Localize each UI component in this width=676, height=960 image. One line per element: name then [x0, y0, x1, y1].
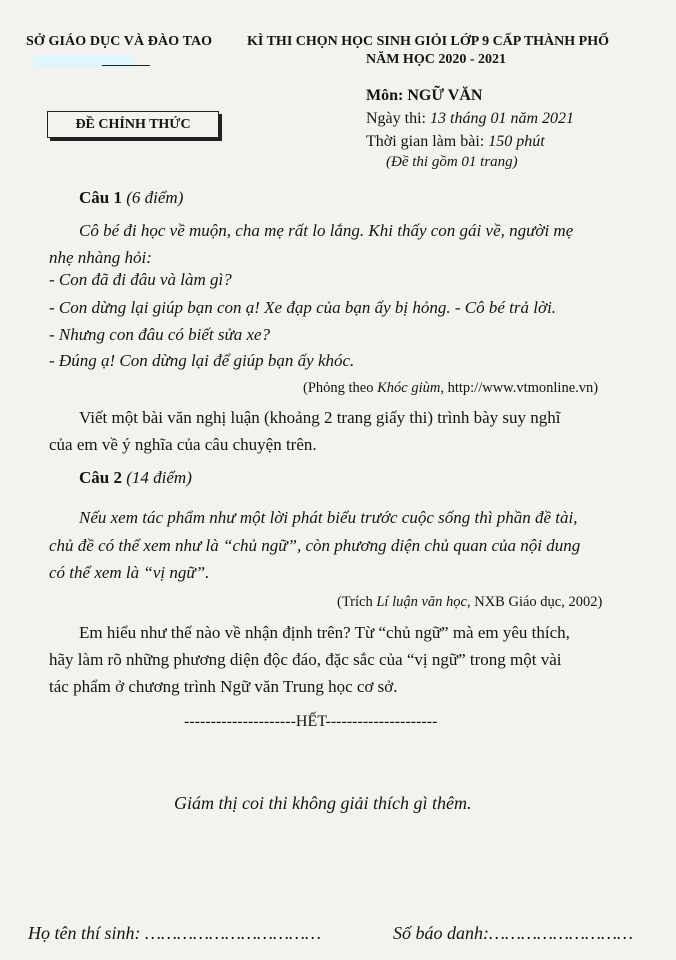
candidate-number-field: Số báo danh:………………………	[393, 923, 634, 943]
question2-points: (14 điểm)	[126, 468, 192, 487]
question1-heading	[79, 188, 183, 208]
proctor-note: Giám thị coi thi không giải thích gì thêm.	[174, 793, 472, 813]
dialogue-line: - Con đã đi đâu và làm gì?	[49, 270, 232, 289]
dialogue-line: - Đúng ạ! Con dừng lại để giúp bạn ấy khóc.	[49, 351, 355, 370]
question2-source	[337, 594, 602, 611]
question1-points: (6 điểm)	[126, 188, 184, 207]
question1-title: Câu 1	[79, 188, 122, 207]
exam-title: KÌ THI CHỌN HỌC SINH GIỎI LỚP 9 CẤP THÀNH PHỐ	[247, 34, 609, 49]
source-prefix: (Trích	[337, 594, 377, 610]
department-name: SỞ GIÁO DỤC VÀ ĐÀO TAO	[26, 34, 213, 49]
redacted-region	[33, 55, 135, 68]
exam-duration-value: 150 phút	[488, 133, 545, 150]
exam-date-label: Ngày thi:	[366, 110, 430, 127]
dialogue-line: - Nhưng con đâu có biết sửa xe?	[49, 325, 271, 344]
exam-date-value: 13 tháng 01 năm 2021	[430, 110, 574, 127]
story-line: nhẹ nhàng hỏi:	[49, 248, 152, 267]
page-count-note: (Đề thi gồm 01 trang)	[386, 154, 518, 170]
quote-line: có thể xem là “vị ngữ”.	[49, 563, 210, 582]
question2-title: Câu 2	[79, 468, 122, 487]
story-line: Cô bé đi học về muộn, cha mẹ rất lo lắng. Khi thấy con gái về, người mẹ	[79, 221, 574, 240]
exam-duration	[366, 133, 545, 151]
question1-task: của em về ý nghĩa của câu chuyện trên.	[49, 435, 317, 454]
source-suffix: , http://www.vtmonline.vn)	[440, 380, 599, 396]
source-title: Khóc giùm	[377, 380, 441, 396]
source-prefix: (Phỏng theo	[303, 380, 378, 396]
question2-task: tác phẩm ở chương trình Ngữ văn Trung học cơ sở.	[49, 677, 398, 696]
official-exam-label	[47, 111, 219, 138]
official-exam-label-text: ĐỀ CHÍNH THỨC	[75, 116, 191, 132]
question2-heading	[79, 468, 192, 488]
end-marker: ---------------------HẾT---------------------	[184, 713, 438, 730]
question1-source	[303, 380, 598, 397]
question2-task: Em hiểu như thế nào về nhận định trên? Từ “chủ ngữ” mà em yêu thích,	[79, 623, 570, 642]
question1-task: Viết một bài văn nghị luận (khoảng 2 trang giấy thi) trình bày suy nghĩ	[79, 408, 561, 427]
school-year: NĂM HỌC 2020 - 2021	[366, 52, 506, 67]
subject: Môn: NGỮ VĂN	[366, 87, 483, 104]
exam-date	[366, 110, 574, 128]
quote-line: chủ đề có thể xem như là “chủ ngữ”, còn phương diện chủ quan của nội dung	[49, 536, 581, 555]
source-suffix: , NXB Giáo dục, 2002)	[466, 594, 603, 610]
header-underline	[102, 65, 150, 66]
question2-task: hãy làm rõ những phương diện độc đáo, đặc sắc của “vị ngữ” trong một vài	[49, 650, 562, 669]
candidate-name-field: Họ tên thí sinh: ……………………………	[28, 923, 322, 943]
exam-duration-label: Thời gian làm bài:	[366, 133, 489, 150]
source-title: Lí luận văn học	[376, 594, 467, 610]
quote-line: Nếu xem tác phẩm như một lời phát biểu trước cuộc sống thì phần đề tài,	[79, 508, 578, 527]
dialogue-line: - Con dừng lại giúp bạn con ạ! Xe đạp của bạn ấy bị hỏng. - Cô bé trả lời.	[49, 298, 557, 317]
